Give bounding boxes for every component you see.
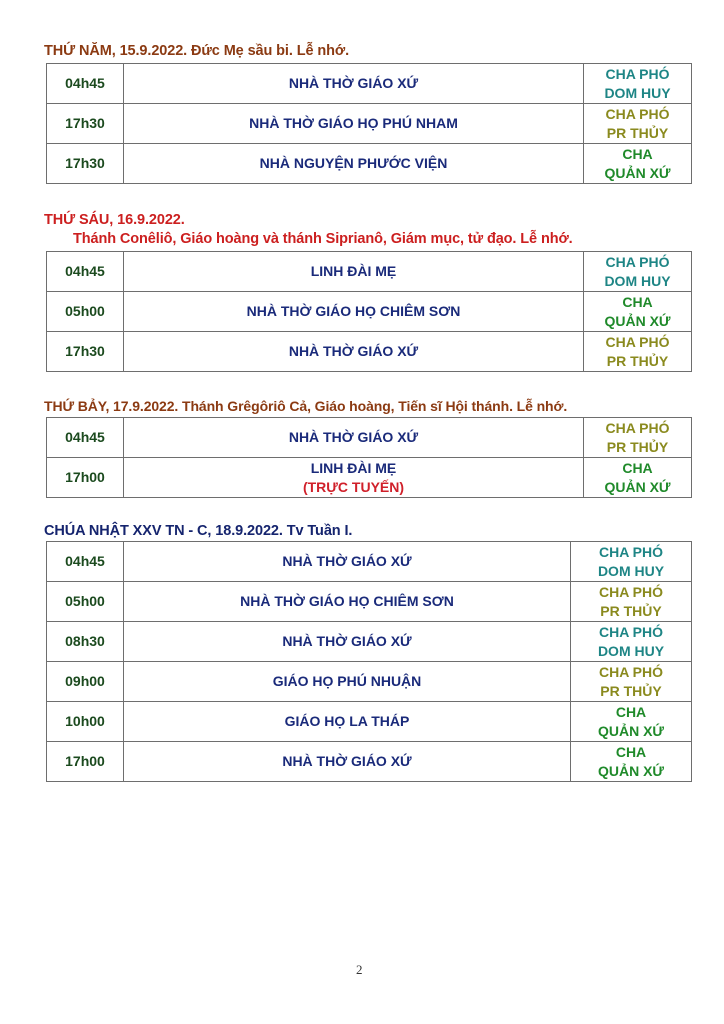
celebrant-title: CHA PHÓ [605,419,670,436]
schedule-table-sunday [46,541,692,782]
mass-time: 05h00 [47,292,124,332]
celebrant-name: DOM HUY [597,642,665,659]
celebrant-name: PR THỦY [600,602,662,619]
mass-time: 17h00 [47,742,124,782]
mass-time: 10h00 [47,702,124,742]
schedule-row [47,702,692,742]
celebrant [584,458,692,498]
schedule-table-friday [46,251,692,372]
schedule-row [47,542,692,582]
schedule-row [47,252,692,292]
celebrant-name: PR THỦY [606,352,669,369]
schedule-row [47,662,692,702]
location-name: NHÀ THỜ GIÁO HỌ CHIÊM SƠN [240,593,454,609]
schedule-row [47,104,692,144]
location-name: NHÀ THỜ GIÁO XỨ [288,429,419,445]
mass-location [124,582,571,622]
celebrant [571,542,692,582]
celebrant-name: DOM HUY [597,562,665,579]
location-name: NHÀ THỜ GIÁO HỌ CHIÊM SƠN [246,303,461,319]
celebrant-title: CHA [615,703,647,720]
celebrant-title: CHA PHÓ [598,583,664,600]
schedule-table-saturday [46,417,692,498]
mass-location [124,622,571,662]
location-name: GIÁO HỌ LA THÁP [284,713,410,729]
mass-location [124,332,584,372]
location-name: NHÀ THỜ GIÁO XỨ [282,553,412,569]
schedule-row [47,144,692,184]
schedule-row [47,292,692,332]
celebrant-name: PR THỦY [600,682,662,699]
celebrant-title: CHA PHÓ [598,543,664,560]
mass-location [124,458,584,498]
schedule-row [47,332,692,372]
mass-time: 17h30 [47,104,124,144]
celebrant-title: CHA PHÓ [598,623,664,640]
mass-time: 17h30 [47,332,124,372]
location-name: NHÀ THỜ GIÁO XỨ [288,343,419,359]
mass-time: 17h00 [47,458,124,498]
celebrant-name: DOM HUY [604,272,671,289]
schedule-row [47,418,692,458]
mass-location [124,64,584,104]
celebrant [584,332,692,372]
celebrant [571,742,692,782]
celebrant-title: CHA [615,743,647,760]
location-note: (TRỰC TUYẾN) [302,478,405,495]
celebrant [571,702,692,742]
location-name: NHÀ THỜ GIÁO XỨ [282,753,412,769]
page-number: 2 [356,962,363,977]
mass-location [124,542,571,582]
schedule-row [47,622,692,662]
celebrant-name: PR THỦY [606,124,669,141]
mass-location [124,292,584,332]
schedule-row [47,582,692,622]
mass-time: 04h45 [47,64,124,104]
location-name: LINH ĐÀI MẸ [310,263,397,279]
location-name: GIÁO HỌ PHÚ NHUẬN [272,673,422,689]
location-name: NHÀ THỜ GIÁO HỌ PHÚ NHAM [249,115,458,131]
celebrant [571,662,692,702]
mass-time: 09h00 [47,662,124,702]
celebrant-title: CHA [622,145,653,162]
celebrant [584,64,692,104]
mass-location [124,702,571,742]
mass-location [124,252,584,292]
celebrant [571,622,692,662]
celebrant-title: CHA PHÓ [605,65,670,82]
mass-time: 05h00 [47,582,124,622]
celebrant-name: QUẢN XỨ [604,478,671,495]
mass-location [124,418,584,458]
mass-time: 04h45 [47,542,124,582]
celebrant [571,582,692,622]
schedule-row [47,64,692,104]
mass-location [124,662,571,702]
celebrant-name: QUẢN XỨ [597,762,665,779]
day-heading-friday: THỨ SÁU, 16.9.2022. [44,212,185,228]
celebrant-title: CHA PHÓ [598,663,664,680]
celebrant-title: CHA PHÓ [605,333,670,350]
celebrant [584,292,692,332]
celebrant-title: CHA [622,459,653,476]
location-name: LINH ĐÀI MẸ [310,459,397,476]
location-name: NHÀ THỜ GIÁO XỨ [282,633,412,649]
celebrant [584,418,692,458]
celebrant-name: DOM HUY [604,84,671,101]
day-heading-sunday: CHÚA NHẬT XXV TN - C, 18.9.2022. Tv Tuần I. [44,523,353,539]
celebrant-title: CHA [622,293,653,310]
mass-location [124,144,584,184]
mass-time: 08h30 [47,622,124,662]
celebrant-title: CHA PHÓ [605,105,670,122]
mass-location [124,104,584,144]
day-subheading-friday: Thánh Conêliô, Giáo hoàng và thánh Siprianô, Giám mục, tử đạo. Lễ nhớ. [73,231,573,247]
celebrant [584,104,692,144]
schedule-row [47,742,692,782]
location-name: NHÀ NGUYỆN PHƯỚC VIỆN [259,155,448,171]
celebrant-name: QUẢN XỨ [604,312,671,329]
mass-time: 04h45 [47,418,124,458]
celebrant-name: PR THỦY [606,438,669,455]
location-name: NHÀ THỜ GIÁO XỨ [288,75,419,91]
celebrant [584,144,692,184]
mass-time: 17h30 [47,144,124,184]
mass-time: 04h45 [47,252,124,292]
celebrant-title: CHA PHÓ [605,253,670,270]
celebrant [584,252,692,292]
celebrant-name: QUẢN XỨ [604,164,671,181]
celebrant-name: QUẢN XỨ [597,722,665,739]
schedule-row [47,458,692,498]
schedule-table-thursday [46,63,692,184]
day-heading-saturday: THỨ BẢY, 17.9.2022. Thánh Grêgôriô Cả, Giáo hoàng, Tiến sĩ Hội thánh. Lễ nhớ. [44,398,568,414]
mass-location [124,742,571,782]
day-heading-thursday: THỨ NĂM, 15.9.2022. Đức Mẹ sầu bi. Lễ nhớ. [44,43,350,59]
